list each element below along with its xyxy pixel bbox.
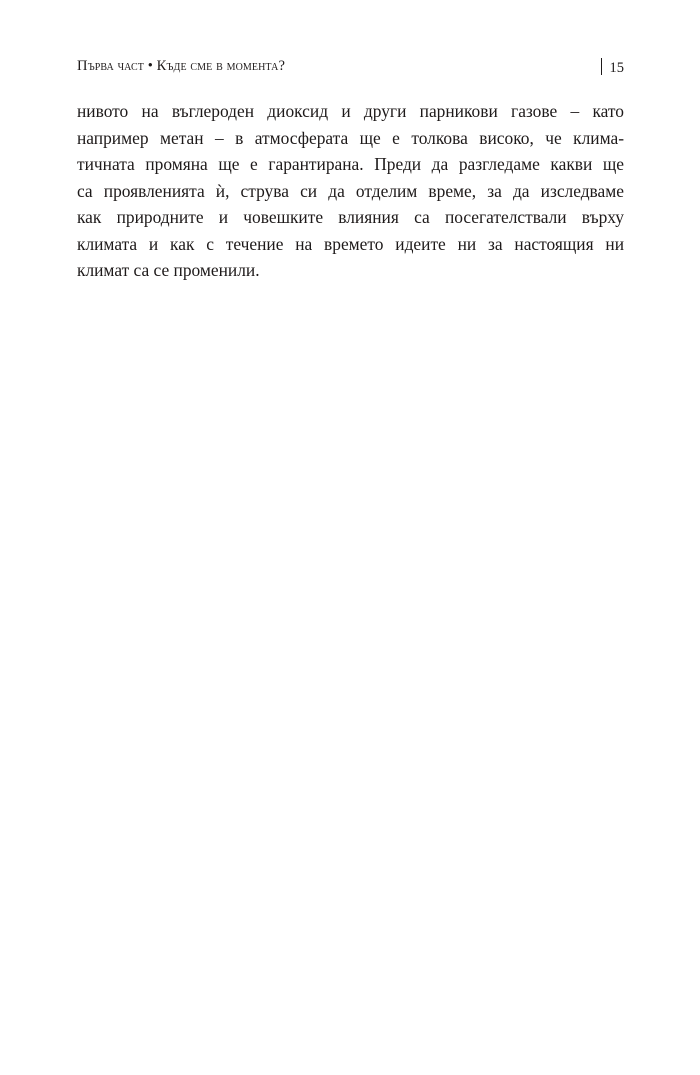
- text-line: климат са се променили.: [77, 260, 260, 280]
- body-paragraph: [77, 98, 624, 284]
- text-line: са проявленията ѝ, струва си да отделим време, за да изследваме: [77, 180, 624, 201]
- text-line: тичната промяна ще е гарантирана. Преди да разгледаме какви ще: [77, 154, 624, 174]
- text-line: нивото на въглероден диоксид и други парникови газове – като: [77, 101, 624, 121]
- page-number: 15: [609, 60, 624, 76]
- page-number-box: [601, 58, 625, 77]
- chapter-title: Първа част • Къде сме в момента?: [77, 58, 285, 74]
- running-head: [77, 58, 624, 80]
- header-separator: [601, 58, 602, 75]
- text-line: например метан – в атмосферата ще е толкова високо, че клима-: [77, 127, 624, 148]
- text-line: климата и как с течение на времето идеите ни за настоящия ни: [77, 233, 624, 254]
- text-line: как природните и човешките влияния са посегателствали върху: [77, 207, 624, 227]
